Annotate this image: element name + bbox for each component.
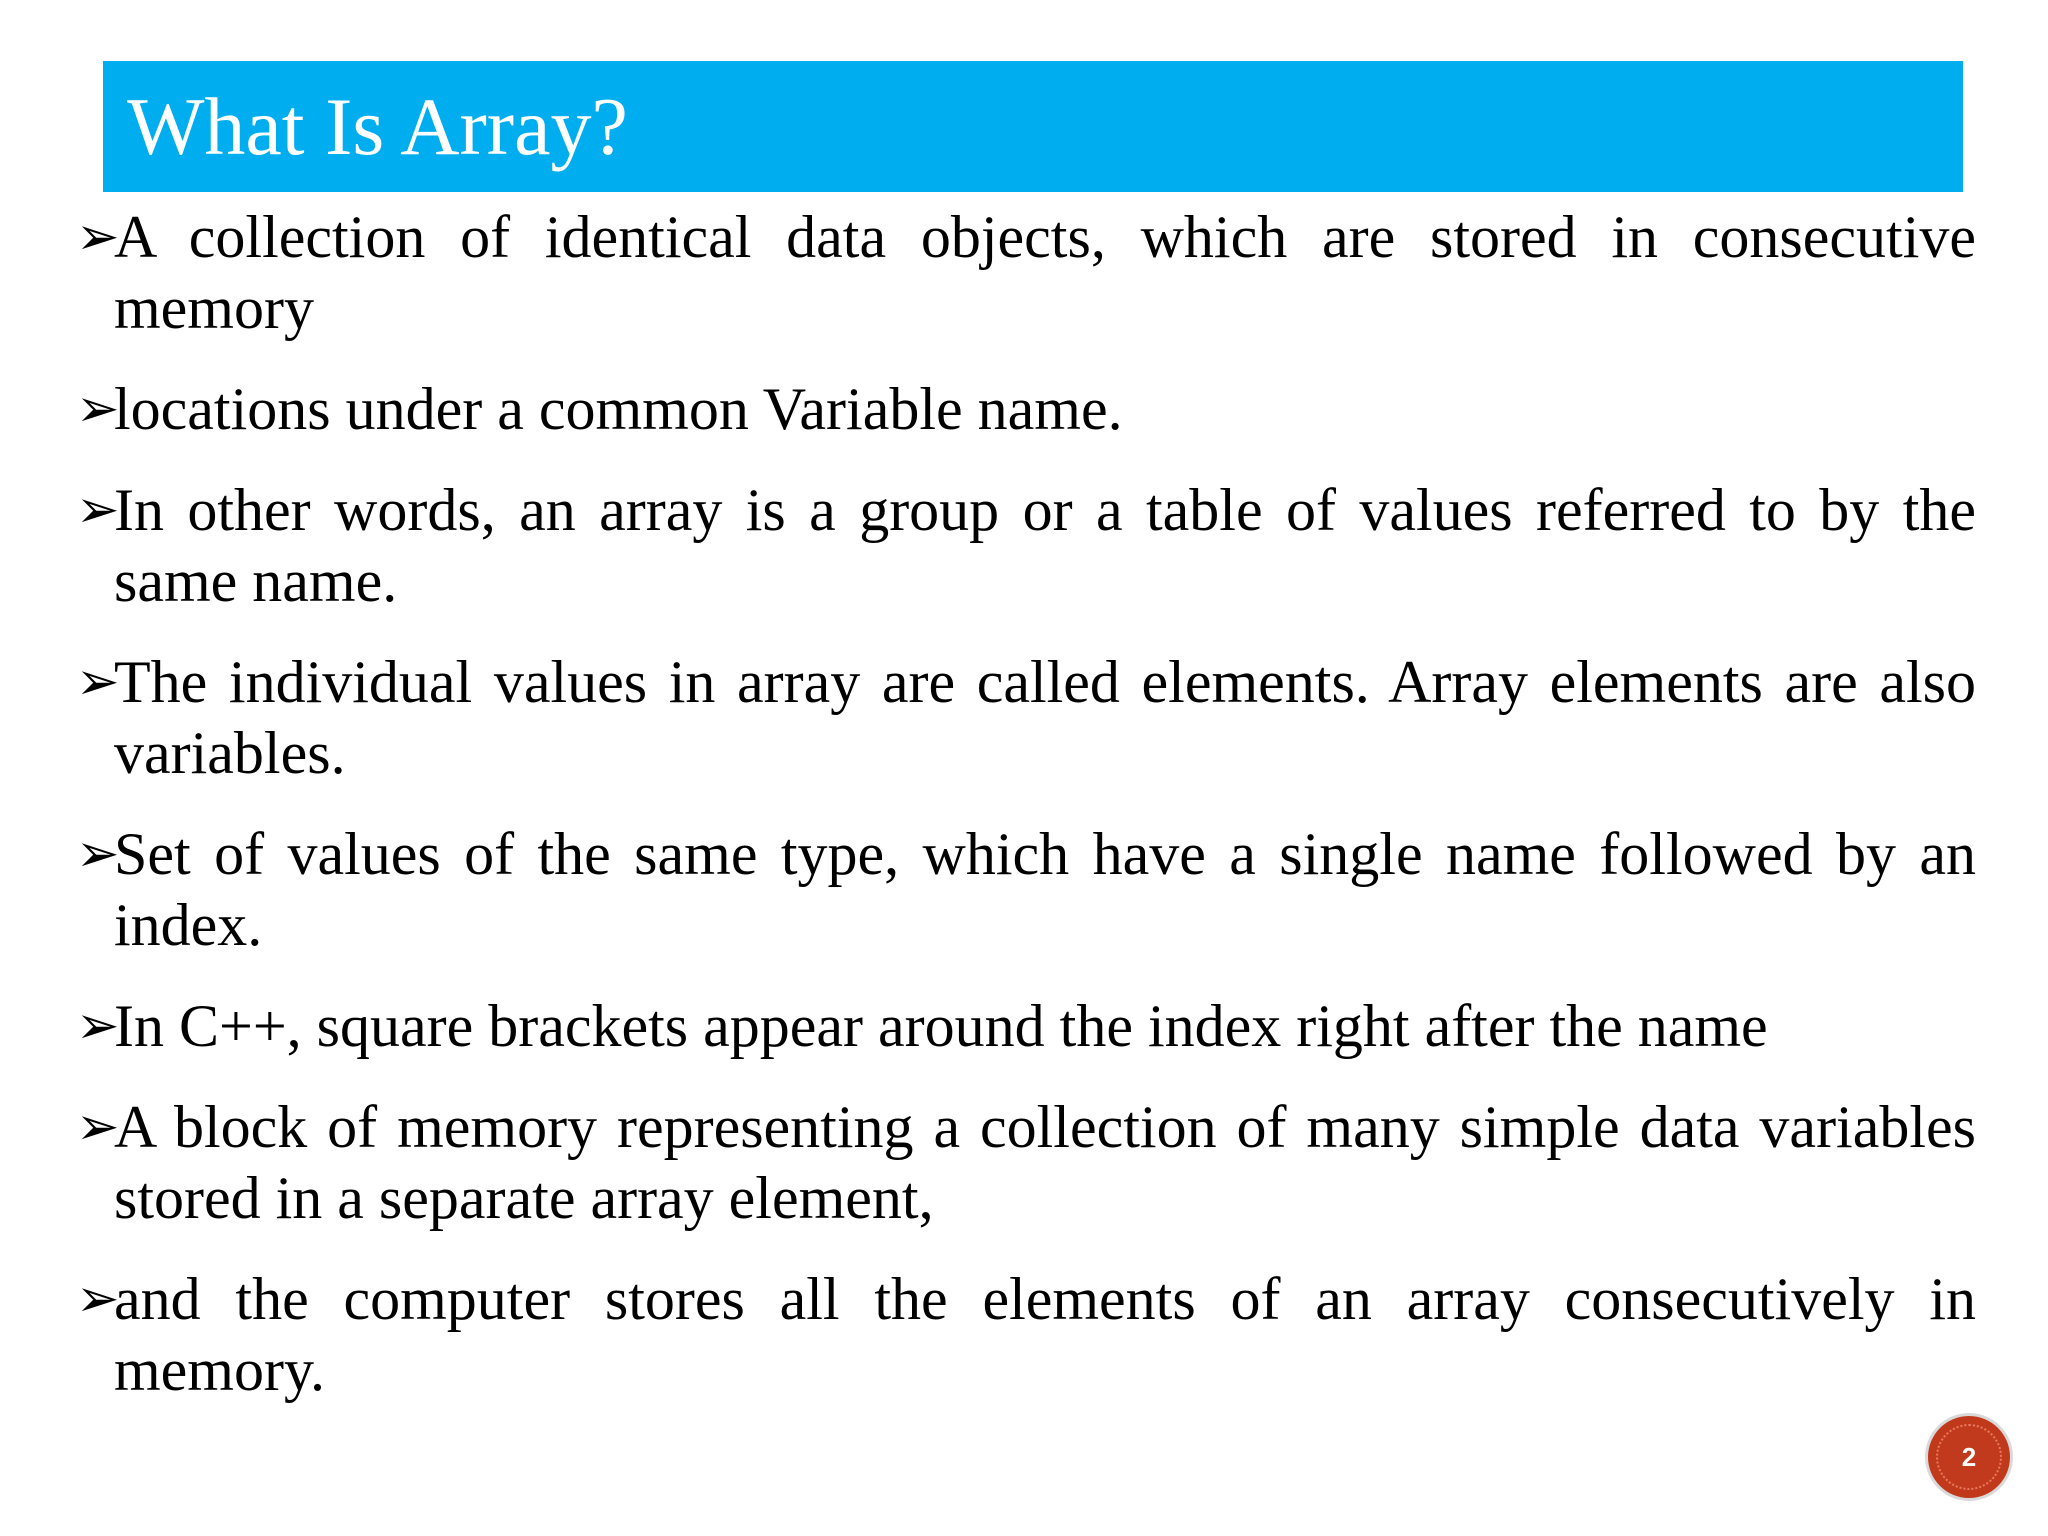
bullet-item <box>76 374 1976 445</box>
page-number: 2 <box>1961 1442 1977 1472</box>
bullet-item <box>76 1264 1976 1406</box>
arrowhead-bullet-icon: ➢ <box>76 482 120 539</box>
arrowhead-bullet-icon: ➢ <box>76 826 120 883</box>
bullet-text: In C++, square brackets appear around the index right after the name <box>114 993 1768 1059</box>
bullet-item <box>76 202 1976 344</box>
bullet-item <box>76 475 1976 617</box>
bullet-text: locations under a common Variable name. <box>114 376 1123 442</box>
arrowhead-bullet-icon: ➢ <box>76 381 120 438</box>
bullet-item <box>76 647 1976 789</box>
bullet-item <box>76 991 1976 1062</box>
bullet-text: The individual values in array are called elements. Array elements are also variables. <box>114 649 1976 786</box>
bullet-item <box>76 819 1976 961</box>
bullet-text: Set of values of the same type, which have a single name followed by an index. <box>114 821 1976 958</box>
bullet-text: In other words, an array is a group or a table of values referred to by the same name. <box>114 477 1976 614</box>
title-bar <box>103 61 1963 192</box>
arrowhead-bullet-icon: ➢ <box>76 998 120 1055</box>
bullet-item <box>76 1092 1976 1234</box>
bullet-text: and the computer stores all the elements of an array consecutively in memory. <box>114 1266 1976 1403</box>
bullet-list <box>76 202 1976 1436</box>
arrowhead-bullet-icon: ➢ <box>76 1271 120 1328</box>
bullet-text: A collection of identical data objects, which are stored in consecutive memory <box>114 204 1976 341</box>
arrowhead-bullet-icon: ➢ <box>76 1099 120 1156</box>
slide-title: What Is Array? <box>127 80 628 172</box>
page-number-badge <box>1928 1416 2010 1498</box>
bullet-text: A block of memory representing a collection of many simple data variables stored in a separate array element, <box>114 1094 1976 1231</box>
arrowhead-bullet-icon: ➢ <box>76 654 120 711</box>
arrowhead-bullet-icon: ➢ <box>76 209 120 266</box>
